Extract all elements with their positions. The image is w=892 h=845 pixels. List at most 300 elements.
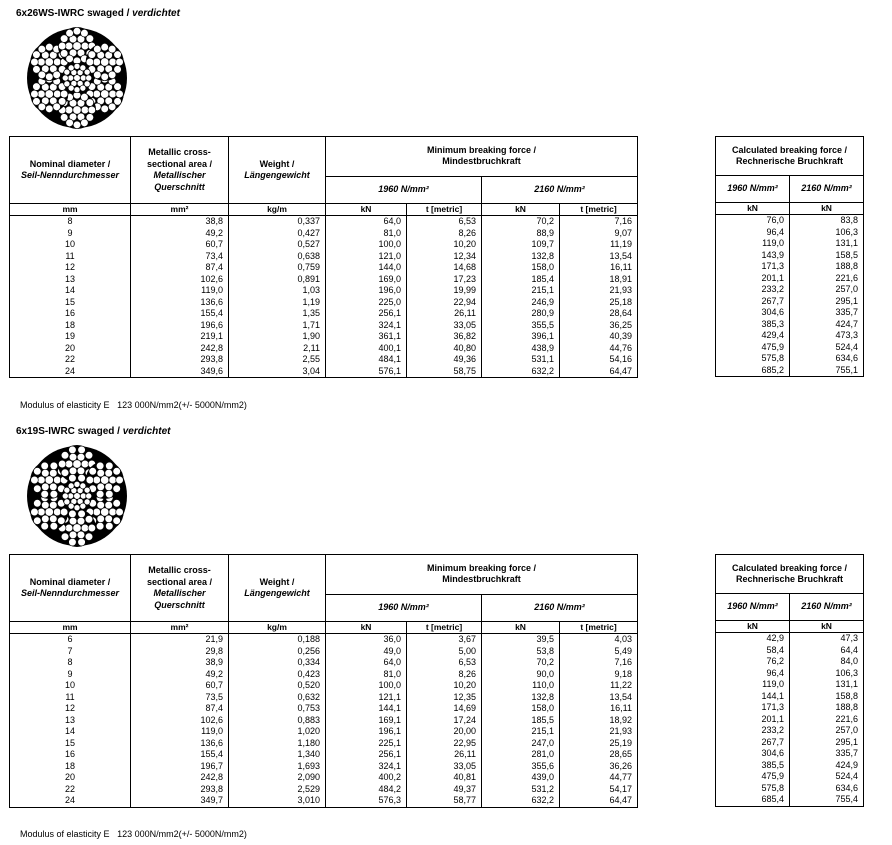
col-calculated-force: Calculated breaking force / Rechnerische Bruchkraft (716, 137, 864, 176)
table-cell: 14 (10, 726, 131, 738)
table-row (716, 760, 864, 772)
table-cell: 1,340 (229, 749, 326, 761)
col-calculated-force: Calculated breaking force / Rechnerische Bruchkraft (716, 555, 864, 594)
table-cell: 11 (10, 692, 131, 704)
table-row (716, 296, 864, 308)
table-cell: 100,0 (326, 239, 407, 251)
table-cell: 81,0 (326, 228, 407, 240)
table-cell: 196,0 (326, 285, 407, 297)
breaking-force-table-2 (9, 554, 638, 808)
table-cell: 81,0 (326, 669, 407, 681)
table-cell: 42,9 (716, 633, 790, 645)
table-cell: 136,6 (131, 738, 229, 750)
table-cell: 90,0 (482, 669, 560, 681)
table-cell: 28,64 (560, 308, 638, 320)
table-cell: 242,8 (131, 772, 229, 784)
table-cell: 531,2 (482, 784, 560, 796)
table-cell: 25,18 (560, 297, 638, 309)
table-row (716, 365, 864, 377)
table-cell: 295,1 (790, 296, 864, 308)
table-cell: 5,49 (560, 646, 638, 658)
table-cell: 33,05 (407, 320, 482, 332)
table-cell: 44,77 (560, 772, 638, 784)
table-cell: 16 (10, 749, 131, 761)
table-cell: 88,9 (482, 228, 560, 240)
grade-1960: 1960 N/mm² (326, 594, 482, 621)
table-cell: 132,8 (482, 692, 560, 704)
table-cell: 17,23 (407, 274, 482, 286)
table-cell: 281,0 (482, 749, 560, 761)
table-cell: 7,16 (560, 657, 638, 669)
table-row (716, 691, 864, 703)
table-cell: 25,19 (560, 738, 638, 750)
rope-cross-section-icon (22, 444, 132, 548)
table-row (10, 726, 638, 738)
table-cell: 755,4 (790, 794, 864, 806)
table-row (10, 285, 638, 297)
table-cell: 233,2 (716, 725, 790, 737)
table-cell: 14 (10, 285, 131, 297)
table-cell: 21,93 (560, 726, 638, 738)
table-cell: 473,3 (790, 330, 864, 342)
table-cell: 96,4 (716, 668, 790, 680)
table-cell: 9 (10, 669, 131, 681)
unit-header: kN (790, 203, 864, 215)
table-cell: 20 (10, 772, 131, 784)
table-cell: 9,07 (560, 228, 638, 240)
table-cell: 14,69 (407, 703, 482, 715)
table-cell: 8 (10, 657, 131, 669)
table-cell: 36,25 (560, 320, 638, 332)
table-cell: 19 (10, 331, 131, 343)
table-cell: 144,1 (326, 703, 407, 715)
table-cell: 16,11 (560, 262, 638, 274)
table-cell: 256,1 (326, 308, 407, 320)
table-cell: 136,6 (131, 297, 229, 309)
table-row (10, 251, 638, 263)
table-cell: 106,3 (790, 668, 864, 680)
table-cell: 256,1 (326, 749, 407, 761)
table-cell: 12,35 (407, 692, 482, 704)
table-cell: 40,39 (560, 331, 638, 343)
calculated-force-table-2 (715, 554, 864, 807)
table-cell: 38,8 (131, 216, 229, 228)
table-row (716, 668, 864, 680)
table-cell: 8 (10, 216, 131, 228)
table-cell: 60,7 (131, 680, 229, 692)
table-cell: 12,34 (407, 251, 482, 263)
table-cell: 7,16 (560, 216, 638, 228)
table-row (10, 795, 638, 807)
table-cell: 121,1 (326, 692, 407, 704)
table-cell: 58,77 (407, 795, 482, 807)
table-cell: 242,8 (131, 343, 229, 355)
table-cell: 155,4 (131, 308, 229, 320)
table-cell: 11 (10, 251, 131, 263)
table-cell: 0,423 (229, 669, 326, 681)
table-cell: 76,2 (716, 656, 790, 668)
table-cell: 233,2 (716, 284, 790, 296)
table-cell: 221,6 (790, 273, 864, 285)
table-cell: 22 (10, 354, 131, 366)
grade-2160: 2160 N/mm² (482, 594, 638, 621)
table-row (716, 783, 864, 795)
table-cell: 0,891 (229, 274, 326, 286)
table-cell: 475,9 (716, 342, 790, 354)
table-cell: 22,94 (407, 297, 482, 309)
table-cell: 439,0 (482, 772, 560, 784)
table-cell: 109,7 (482, 239, 560, 251)
table-cell: 424,7 (790, 319, 864, 331)
table-cell: 143,9 (716, 250, 790, 262)
table-row (716, 353, 864, 365)
col-min-breaking-force: Minimum breaking force / Mindestbruchkraft (326, 555, 638, 595)
table-cell: 295,1 (790, 737, 864, 749)
unit-header: kN (716, 621, 790, 633)
table-cell: 144,1 (716, 691, 790, 703)
table-row (10, 216, 638, 228)
table-cell: 106,3 (790, 227, 864, 239)
table-row (10, 772, 638, 784)
table-cell: 39,5 (482, 634, 560, 646)
unit-header: kN (790, 621, 864, 633)
table-row (10, 680, 638, 692)
calc-grade-2160: 2160 N/mm² (790, 594, 864, 621)
table-cell: 70,2 (482, 657, 560, 669)
table-cell: 304,6 (716, 748, 790, 760)
table-cell: 18 (10, 320, 131, 332)
table-cell: 6,53 (407, 657, 482, 669)
table-row (716, 284, 864, 296)
table-cell: 0,256 (229, 646, 326, 658)
table-cell: 96,4 (716, 227, 790, 239)
table-cell: 7 (10, 646, 131, 658)
unit-header: mm² (131, 622, 229, 634)
table-cell: 36,82 (407, 331, 482, 343)
table-cell: 169,0 (326, 274, 407, 286)
table-cell: 349,6 (131, 366, 229, 378)
col-weight: Weight / Längengewicht (229, 555, 326, 622)
modulus-of-elasticity: Modulus of elasticity E 123 000N/mm2(+/- 5000N/mm2) (20, 829, 247, 839)
table-cell: 475,9 (716, 771, 790, 783)
unit-header: mm² (131, 204, 229, 216)
table-row (10, 308, 638, 320)
table-cell: 119,0 (716, 679, 790, 691)
table-cell: 257,0 (790, 284, 864, 296)
table-row (716, 261, 864, 273)
section-title-6x19s: 6x19S-IWRC swaged / verdichtet (16, 426, 171, 437)
table-cell: 11,19 (560, 239, 638, 251)
unit-header: kN (326, 622, 407, 634)
table-cell: 335,7 (790, 748, 864, 760)
table-cell: 40,81 (407, 772, 482, 784)
table-cell: 14,68 (407, 262, 482, 274)
table-row (716, 330, 864, 342)
table-cell: 49,2 (131, 669, 229, 681)
table-cell: 38,9 (131, 657, 229, 669)
table-cell: 64,47 (560, 366, 638, 378)
table-cell: 0,337 (229, 216, 326, 228)
table-cell: 2,11 (229, 343, 326, 355)
table-cell: 8,26 (407, 669, 482, 681)
unit-header: t [metric] (407, 204, 482, 216)
table-cell: 484,2 (326, 784, 407, 796)
col-weight: Weight / Längengewicht (229, 137, 326, 204)
table-cell: 355,6 (482, 761, 560, 773)
table-cell: 576,3 (326, 795, 407, 807)
calculated-force-table-1 (715, 136, 864, 377)
table-cell: 438,9 (482, 343, 560, 355)
table-cell: 64,47 (560, 795, 638, 807)
table-row (10, 669, 638, 681)
table-cell: 26,11 (407, 749, 482, 761)
table-cell: 121,0 (326, 251, 407, 263)
table-cell: 158,5 (790, 250, 864, 262)
table-row (716, 307, 864, 319)
table-row (10, 320, 638, 332)
table-cell: 9,18 (560, 669, 638, 681)
table-cell: 155,4 (131, 749, 229, 761)
table-cell: 70,2 (482, 216, 560, 228)
table-cell: 0,759 (229, 262, 326, 274)
table-cell: 524,4 (790, 771, 864, 783)
table-row (716, 656, 864, 668)
table-cell: 83,8 (790, 215, 864, 227)
table-row (716, 702, 864, 714)
table-cell: 10 (10, 680, 131, 692)
table-cell: 15 (10, 297, 131, 309)
table-cell: 524,4 (790, 342, 864, 354)
table-cell: 36,0 (326, 634, 407, 646)
table-cell: 13,54 (560, 251, 638, 263)
table-cell: 12 (10, 262, 131, 274)
table-cell: 11,22 (560, 680, 638, 692)
table-row (10, 354, 638, 366)
table-row (716, 748, 864, 760)
table-cell: 188,8 (790, 261, 864, 273)
table-cell: 20,00 (407, 726, 482, 738)
table-cell: 188,8 (790, 702, 864, 714)
table-cell: 225,1 (326, 738, 407, 750)
table-row (10, 343, 638, 355)
table-cell: 424,9 (790, 760, 864, 772)
table-cell: 87,4 (131, 703, 229, 715)
table-cell: 215,1 (482, 285, 560, 297)
table-cell: 531,1 (482, 354, 560, 366)
unit-header: kN (326, 204, 407, 216)
table-cell: 2,529 (229, 784, 326, 796)
table-cell: 385,3 (716, 319, 790, 331)
table-cell: 47,3 (790, 633, 864, 645)
table-cell: 131,1 (790, 238, 864, 250)
table-cell: 132,8 (482, 251, 560, 263)
table-cell: 221,6 (790, 714, 864, 726)
table-row (10, 703, 638, 715)
table-cell: 0,527 (229, 239, 326, 251)
table-cell: 60,7 (131, 239, 229, 251)
table-cell: 429,4 (716, 330, 790, 342)
table-cell: 324,1 (326, 320, 407, 332)
table-row (716, 714, 864, 726)
section-title-6x26ws: 6x26WS-IWRC swaged / verdichtet (16, 8, 180, 19)
unit-header: kN (482, 622, 560, 634)
table-cell: 0,188 (229, 634, 326, 646)
table-cell: 575,8 (716, 783, 790, 795)
table-cell: 20 (10, 343, 131, 355)
calc-grade-1960: 1960 N/mm² (716, 176, 790, 203)
table-cell: 58,75 (407, 366, 482, 378)
table-cell: 280,9 (482, 308, 560, 320)
table-row (10, 274, 638, 286)
table-cell: 484,1 (326, 354, 407, 366)
table-row (10, 715, 638, 727)
table-cell: 385,5 (716, 760, 790, 772)
table-cell: 267,7 (716, 296, 790, 308)
table-cell: 293,8 (131, 784, 229, 796)
table-cell: 2,55 (229, 354, 326, 366)
table-cell: 158,0 (482, 262, 560, 274)
table-cell: 171,3 (716, 702, 790, 714)
table-cell: 21,9 (131, 634, 229, 646)
table-cell: 1,03 (229, 285, 326, 297)
table-cell: 64,4 (790, 645, 864, 657)
table-cell: 3,010 (229, 795, 326, 807)
table-cell: 1,71 (229, 320, 326, 332)
table-cell: 73,5 (131, 692, 229, 704)
table-row (10, 228, 638, 240)
table-cell: 685,4 (716, 794, 790, 806)
col-nominal-diameter: Nominal diameter / Seil-Nenndurchmesser (10, 137, 131, 204)
table-cell: 24 (10, 366, 131, 378)
table-cell: 400,2 (326, 772, 407, 784)
table-cell: 17,24 (407, 715, 482, 727)
col-cross-section: Metallic cross- sectional area / Metallischer Querschnitt (131, 137, 229, 204)
table-cell: 36,26 (560, 761, 638, 773)
table-cell: 0,520 (229, 680, 326, 692)
table-cell: 16 (10, 308, 131, 320)
table-cell: 575,8 (716, 353, 790, 365)
table-row (10, 738, 638, 750)
unit-header: kg/m (229, 622, 326, 634)
table-row (10, 657, 638, 669)
table-row (716, 273, 864, 285)
table-cell: 335,7 (790, 307, 864, 319)
unit-header: kN (716, 203, 790, 215)
table-cell: 119,0 (716, 238, 790, 250)
unit-header: kN (482, 204, 560, 216)
calc-grade-2160: 2160 N/mm² (790, 176, 864, 203)
table-cell: 73,4 (131, 251, 229, 263)
unit-header: kg/m (229, 204, 326, 216)
table-cell: 54,16 (560, 354, 638, 366)
table-row (716, 679, 864, 691)
table-row (716, 342, 864, 354)
calc-grade-1960: 1960 N/mm² (716, 594, 790, 621)
table-cell: 100,0 (326, 680, 407, 692)
table-cell: 49,37 (407, 784, 482, 796)
table-cell: 10,20 (407, 239, 482, 251)
table-cell: 8,26 (407, 228, 482, 240)
table-cell: 0,334 (229, 657, 326, 669)
unit-header: t [metric] (560, 622, 638, 634)
table-cell: 304,6 (716, 307, 790, 319)
table-cell: 13 (10, 715, 131, 727)
table-cell: 247,0 (482, 738, 560, 750)
table-cell: 361,1 (326, 331, 407, 343)
table-cell: 158,0 (482, 703, 560, 715)
table-cell: 4,03 (560, 634, 638, 646)
table-cell: 634,6 (790, 783, 864, 795)
table-row (716, 633, 864, 645)
table-cell: 131,1 (790, 679, 864, 691)
table-cell: 257,0 (790, 725, 864, 737)
table-row (716, 645, 864, 657)
table-cell: 1,693 (229, 761, 326, 773)
table-cell: 18 (10, 761, 131, 773)
table-row (716, 319, 864, 331)
table-cell: 1,35 (229, 308, 326, 320)
table-cell: 0,883 (229, 715, 326, 727)
table-row (716, 794, 864, 806)
table-cell: 0,638 (229, 251, 326, 263)
table-cell: 87,4 (131, 262, 229, 274)
table-cell: 1,90 (229, 331, 326, 343)
table-cell: 6 (10, 634, 131, 646)
table-cell: 110,0 (482, 680, 560, 692)
unit-header: t [metric] (560, 204, 638, 216)
table-cell: 1,180 (229, 738, 326, 750)
table-cell: 755,1 (790, 365, 864, 377)
table-row (716, 725, 864, 737)
table-cell: 9 (10, 228, 131, 240)
table-cell: 119,0 (131, 285, 229, 297)
table-cell: 19,99 (407, 285, 482, 297)
table-cell: 5,00 (407, 646, 482, 658)
table-cell: 33,05 (407, 761, 482, 773)
table-row (10, 297, 638, 309)
table-cell: 49,0 (326, 646, 407, 658)
table-cell: 169,1 (326, 715, 407, 727)
unit-header: mm (10, 204, 131, 216)
table-cell: 196,6 (131, 320, 229, 332)
table-cell: 0,427 (229, 228, 326, 240)
table-row (716, 250, 864, 262)
unit-header: t [metric] (407, 622, 482, 634)
table-row (716, 227, 864, 239)
table-cell: 26,11 (407, 308, 482, 320)
table-cell: 29,8 (131, 646, 229, 658)
table-cell: 12 (10, 703, 131, 715)
table-cell: 632,2 (482, 795, 560, 807)
col-cross-section: Metallic cross- sectional area / Metallischer Querschnitt (131, 555, 229, 622)
table-row (10, 634, 638, 646)
table-cell: 396,1 (482, 331, 560, 343)
table-cell: 201,1 (716, 273, 790, 285)
table-cell: 576,1 (326, 366, 407, 378)
rope-cross-section-icon (22, 26, 132, 130)
table-cell: 185,4 (482, 274, 560, 286)
table-row (716, 215, 864, 227)
table-cell: 225,0 (326, 297, 407, 309)
table-cell: 2,090 (229, 772, 326, 784)
table-cell: 293,8 (131, 354, 229, 366)
table-row (10, 784, 638, 796)
table-cell: 54,17 (560, 784, 638, 796)
table-cell: 40,80 (407, 343, 482, 355)
table-cell: 634,6 (790, 353, 864, 365)
table-cell: 324,1 (326, 761, 407, 773)
grade-1960: 1960 N/mm² (326, 176, 482, 203)
